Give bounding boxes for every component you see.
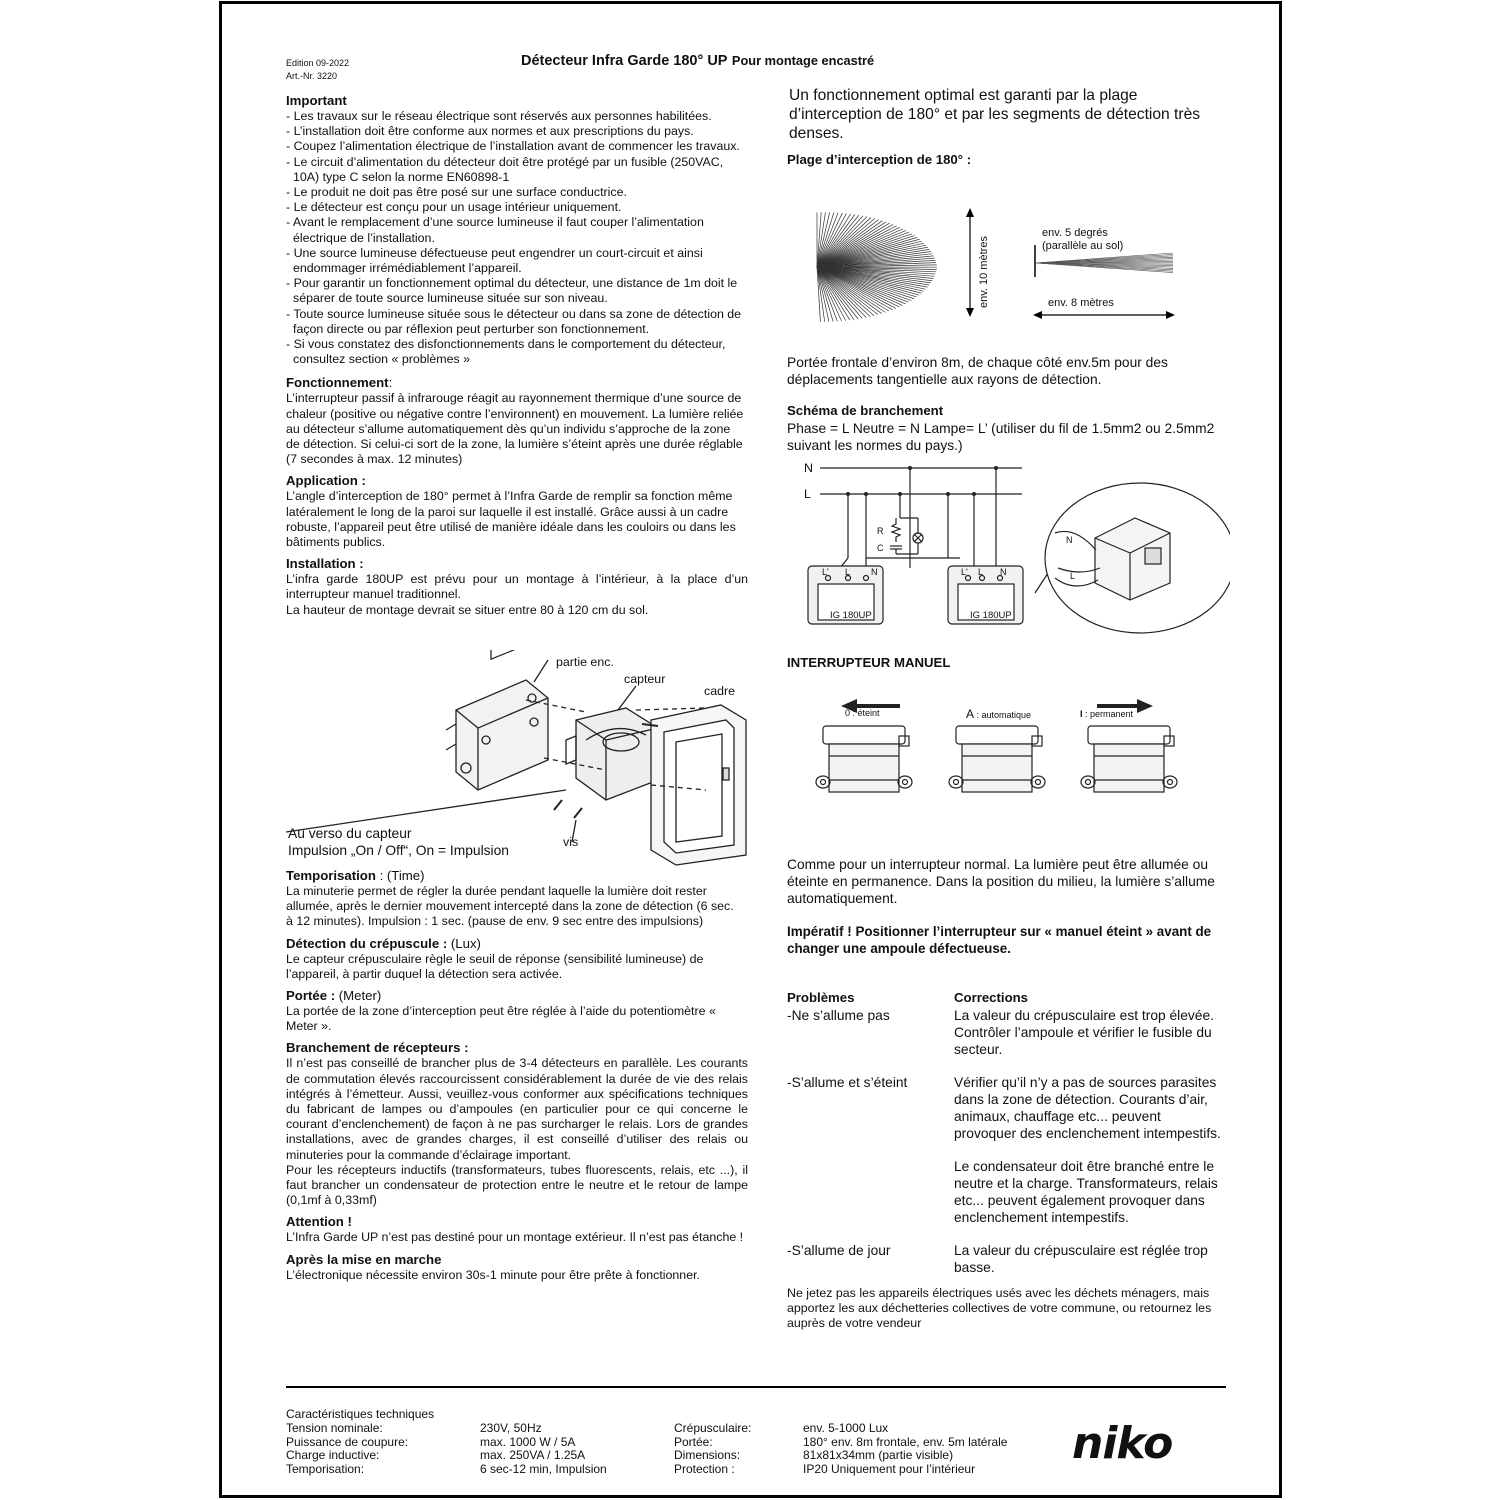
box2-lprime: L' (961, 567, 968, 577)
label-10-metres: env. 10 mètres (978, 236, 990, 308)
branchement-text-2: Pour les récepteurs inductifs (transformateurs, tubes fluorescents, relais, etc ...), il faut brancher un condensateur de protection entre le neutre et le retour de lampe (0,1mf à 0,33mf) (286, 1162, 748, 1208)
article-number: Art.-Nr. 3220 (286, 71, 338, 81)
installation-heading: Installation : (286, 556, 364, 572)
plage-heading: Plage d’interception de 180° : (787, 152, 972, 167)
important-item: - L’installation doit être conforme aux normes et aux prescriptions du pays. (286, 124, 694, 139)
installation-text-2: La hauteur de montage devrait se situer entre 80 à 120 cm du sol. (286, 602, 649, 617)
correction-1: La valeur du crépusculaire est trop élevée. Contrôler l’ampoule et vérifier le fusible du secteur. (954, 1008, 1214, 1057)
spec-key: Temporisation: (286, 1461, 365, 1476)
portee-frontale-text: Portée frontale d’environ 8m, de chaque côté env.5m pour des déplacements tangentielle aux rayons de détection. (787, 355, 1168, 387)
spec-row (674, 1449, 1007, 1463)
spec-key: Dimensions: (674, 1448, 741, 1463)
left-column-top (286, 93, 748, 618)
corrections-heading: Corrections (954, 990, 1029, 1005)
spec-row (286, 1449, 607, 1463)
spec-value: max. 250VA / 1.25A (480, 1448, 586, 1463)
document-title (521, 52, 874, 70)
important-list (286, 109, 748, 367)
important-item: - Coupez l’alimentation électrique de l’installation avant de commencer les travaux. (286, 139, 740, 154)
recycle-text: Ne jetez pas les appareils électriques usés avec les déchets ménagers, mais apportez les aux déchetteries collectives de votre commune, ou retournez les auprès de votre vendeur (787, 1286, 1212, 1331)
title-main: Détecteur Infra Garde 180° UP (521, 53, 728, 69)
branchement-heading: Branchement de récepteurs : (286, 1040, 469, 1056)
wire-n-label: N (804, 461, 813, 475)
label-5-degres: env. 5 degrés (1042, 227, 1108, 239)
switch-0-label: 0 : éteint (845, 708, 880, 718)
wire-junction (972, 492, 976, 496)
spec-key: Portée: (674, 1434, 713, 1449)
installation-text: L’infra garde 180UP est prévu pour un montage à l’intérieur, à la place d’un interrupteur manuel traditionnel. (286, 572, 748, 602)
correction-2b: Le condensateur doit être branché entre le neutre et la charge. Transformateurs, relais etc... peuvent également provoquer dans enclenchement intempestifs. (954, 1159, 1218, 1225)
label-parallele: (parallèle au sol) (1042, 240, 1124, 252)
important-item: - Le produit ne doit pas être posé sur une surface conductrice. (286, 185, 627, 200)
intro-text: Un fonctionnement optimal est garanti par la plage d’interception de 180° et par les segments de détection très denses. (789, 87, 1201, 142)
spec-row (286, 1463, 607, 1477)
label-verso-1: Au verso du capteur (288, 826, 412, 841)
wire-junction (898, 492, 902, 496)
spec-row (674, 1463, 1007, 1477)
important-item: - Le détecteur est conçu pour un usage intérieur uniquement. (286, 200, 622, 215)
switch-unit (1081, 726, 1177, 792)
detection-ray (817, 234, 912, 267)
specs-heading: Caractéristiques techniques (286, 1407, 435, 1421)
label-cadre: cadre (704, 684, 735, 698)
schema-text: Phase = L Neutre = N Lampe= L’ (utiliser du fil de 1.5mm2 ou 2.5mm2 suivant les normes du pays.) (787, 421, 1215, 453)
spec-key: Tension nominale: (286, 1421, 383, 1435)
problem-1: -Ne s’allume pas (787, 1008, 890, 1023)
attention-heading: Attention ! (286, 1214, 352, 1230)
spec-key: Charge inductive: (286, 1448, 380, 1463)
spec-value: IP20 Uniquement pour l’intérieur (803, 1461, 976, 1476)
spec-value: 180° env. 8m frontale, env. 5m latérale (803, 1434, 1008, 1449)
temporisation-text: La minuterie permet de régler la durée pendant laquelle la lumière doit rester allumée, après le dernier mouvement intercepté dans la zone de détection (6 sec. à 12 minutes). Impulsion : 1 sec. (pause de env. 9 sec entre des impulsions) (286, 884, 734, 929)
label-partie-enc: partie enc. (556, 655, 614, 669)
apres-heading: Après la mise en marche (286, 1251, 442, 1267)
branchement-text: Il n’est pas conseillé de brancher plus de 3-4 détecteurs en parallèle. Les courants de commutation élevés raccourcissent considérablement la durée de vie des relais intégrés à l’émetteur. Aussi, veuillez-vous conformer aux spécifications techniques du fabricant de lampes ou d’ampoules (en particulier pour ce qui concerne le courant d’enclenchement) de façon à ne pas surcharger le relais. Lors de grandes installations, avec de grandes charges, il est conseillé d’utiliser des relais ou minuteries pour la commande d’éclairage important. (286, 1056, 748, 1162)
spec-row (286, 1436, 607, 1450)
spec-value: 230V, 50Hz (480, 1421, 542, 1435)
manuel-heading: INTERRUPTEUR MANUEL (787, 655, 951, 670)
zoom-l-label: L (1070, 571, 1076, 581)
wire-junction (994, 466, 998, 470)
left-column-bottom (286, 868, 748, 1283)
application-heading: Application : (286, 473, 366, 489)
switch-a-label: A : automatique (966, 707, 1032, 721)
label-vis: vis (563, 835, 579, 849)
switch-unit (949, 726, 1045, 792)
attention-text: L’Infra Garde UP n’est pas destiné pour un montage extérieur. Il n’est pas étanche ! (286, 1230, 744, 1245)
zoom-n-label: N (1066, 535, 1073, 545)
problemes-heading: Problèmes (787, 990, 855, 1005)
switch-box-1-label: IG 180UP (830, 610, 872, 621)
label-c: C (877, 543, 884, 553)
temporisation-heading: Temporisation : (Time) (286, 868, 425, 883)
important-item: - Avant le remplacement d’une source lumineuse il faut couper l’alimentation électrique de l’installation. (286, 215, 704, 245)
portee-text: La portée de la zone d’interception peut être réglée à l’aide du potentiomètre « Meter ». (286, 1004, 716, 1034)
title-sub: Pour montage encastré (731, 53, 875, 68)
important-item: - Toute source lumineuse située sous le détecteur ou dans sa zone de détection de façon directe ou par réflexion peut perturber son fonctionnement. (286, 306, 742, 336)
label-8-metres: env. 8 mètres (1048, 297, 1114, 309)
box2-l: L (978, 567, 984, 577)
problem-3: -S’allume de jour (787, 1243, 891, 1258)
important-item: - Si vous constatez des disfonctionnements dans le comportement du détecteur, consultez section « problèmes » (286, 337, 726, 367)
imperatif-text: Impératif ! Positionner l’interrupteur sur « manuel éteint » avant de changer une ampoule défectueuse. (787, 924, 1212, 956)
wire-junction (864, 492, 868, 496)
label-r: R (877, 526, 884, 536)
spec-key: Crépusculaire: (674, 1421, 752, 1435)
important-item: - Pour garantir un fonctionnement optimal du détecteur, une distance de 1m doit le séparer de toute source lumineuse située sur son niveau. (286, 276, 738, 306)
spec-key: Puissance de coupure: (286, 1434, 409, 1449)
application-text: L’angle d’interception de 180° permet à l’Infra Garde de remplir sa fonction même latéralement le long de la paroi sur laquelle il est installé. Grâce aussi à un cadre robuste, l’appareil peut être utilisé de manière idéale dans les couloirs ou dans les bâtiments publics. (286, 489, 736, 550)
spec-row (674, 1422, 1007, 1436)
wire-junction (908, 466, 912, 470)
niko-logo: niko (1072, 1418, 1173, 1469)
crepuscule-text: Le capteur crépusculaire règle le seuil de réponse (sensibilité lumineuse) de l’appareil, à partir duquel la détection sera activée. (286, 951, 704, 981)
manuel-text: Comme pour un interrupteur normal. La lumière peut être allumée ou éteinte en permanence. Dans la position du milieu, la lumière s’allume automatiquement. (787, 857, 1215, 906)
crepuscule-heading: Détection du crépuscule : (Lux) (286, 935, 481, 951)
box2-n: N (1000, 567, 1007, 577)
correction-3: La valeur du crépusculaire est réglée trop basse. (954, 1243, 1208, 1275)
important-item: - Les travaux sur le réseau électrique sont réservés aux personnes habilitées. (286, 109, 712, 123)
spec-value: env. 5-1000 Lux (803, 1421, 889, 1435)
edition: Edition 09-2022 (286, 58, 350, 68)
wire-junction (846, 492, 850, 496)
problem-2: -S’allume et s’éteint (787, 1075, 908, 1090)
fonctionnement-heading: Fonctionnement: (286, 375, 393, 391)
spec-key: Protection : (674, 1461, 735, 1476)
specs-left-table (286, 1422, 607, 1476)
schema-heading: Schéma de branchement (787, 403, 944, 418)
important-item: - Une source lumineuse défectueuse peut engendrer un court-circuit et ainsi endommager irrémédiablement l’appareil. (286, 245, 703, 276)
correction-2: Vérifier qu’il n’y a pas de sources parasites dans la zone de détection. Courants d’air, animaux, chauffage etc... peuvent provoquer des enclenchement intempestifs. (954, 1075, 1221, 1141)
apres-text: L’électronique nécessite environ 30s-1 minute pour être prête à fonctionner. (286, 1267, 700, 1282)
spec-row (674, 1436, 1007, 1450)
spec-value: 6 sec-12 min, Impulsion (480, 1461, 607, 1476)
box1-l: L (845, 567, 851, 577)
footer-rule (286, 1386, 1226, 1388)
portee-heading: Portée : (Meter) (286, 988, 382, 1004)
spec-row (286, 1422, 607, 1436)
specs-right-table (674, 1422, 1007, 1476)
spec-value: max. 1000 W / 5A (480, 1434, 576, 1449)
detection-range-diagram (815, 205, 1185, 335)
wire-l-label: L (804, 487, 811, 501)
fonctionnement-text: L’interrupteur passif à infrarouge réagit au rayonnement thermique d’une source de chaleur (positive ou négative contre l’environnent) en mouvement. La lumière reliée au détecteur s’allume automatiquement dès qu’un individu s’approche de la zone de détection. Si celui-ci sort de la zone, la lumière s’éteint après une durée réglable (7 secondes à max. 12 minutes) (286, 391, 744, 467)
switch-i-label: I : permanent (1080, 709, 1134, 719)
important-heading: Important (286, 93, 347, 108)
switch-box-2-label: IG 180UP (970, 610, 1012, 621)
wire-junction (946, 492, 950, 496)
box1-lprime: L' (822, 567, 829, 577)
important-item: - Le circuit d’alimentation du détecteur doit être protégé par un fusible (250VAC, 10A) type C selon la norme EN60898-1 (286, 154, 724, 184)
switch-unit (816, 726, 912, 792)
label-verso-2: Impulsion „On / Off“, On = Impulsion (288, 843, 509, 858)
label-capteur: capteur (624, 672, 666, 686)
wiring-diagram (800, 458, 1230, 658)
box1-n: N (871, 567, 878, 577)
spec-value: 81x81x34mm (partie visible) (803, 1448, 954, 1463)
